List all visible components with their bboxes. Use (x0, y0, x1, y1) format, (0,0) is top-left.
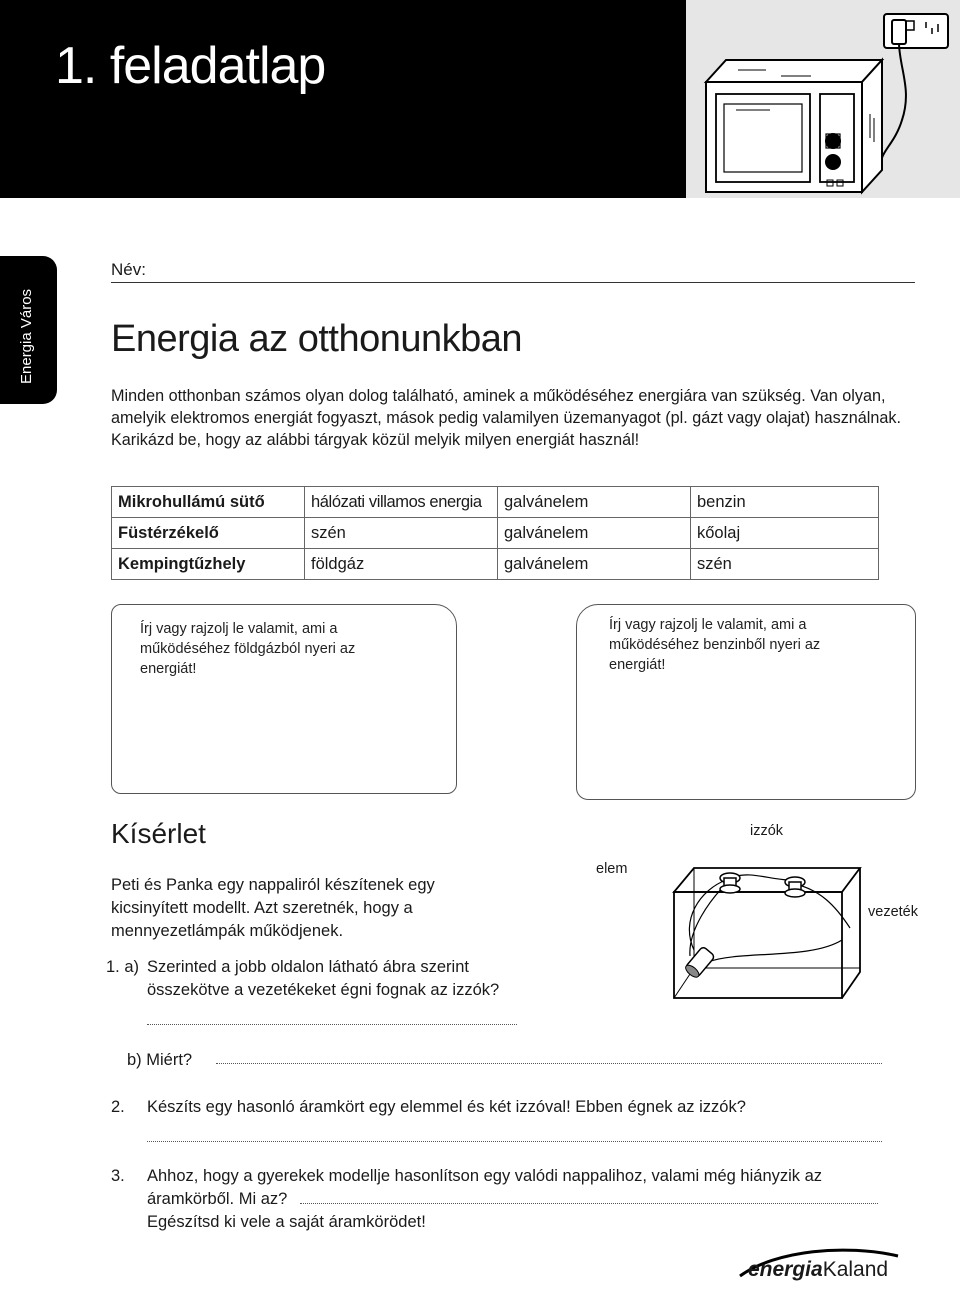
drawing-box-gas[interactable] (111, 604, 457, 794)
table-row (112, 518, 879, 549)
table-row (112, 487, 879, 518)
energy-option[interactable]: szén (305, 518, 498, 549)
table-item: Füstérzékelő (112, 518, 305, 549)
question-1a-line2: összekötve a vezetékeket égni fognak az izzók? (147, 981, 500, 999)
section-title: Energia az otthonunkban (111, 318, 523, 360)
question-1a-line1: Szerinted a jobb oldalon látható ábra szerint (147, 958, 469, 976)
experiment-intro: Peti és Panka egy nappaliról készítenek egy kicsinyített modellt. Azt szeretnék, hogy a mennyezetlámpák működjenek. (111, 876, 435, 940)
energy-options-table (111, 486, 879, 580)
drawing-box-petrol[interactable] (576, 604, 916, 800)
question-3-line3: Egészítsd ki vele a saját áramkörödet! (147, 1213, 426, 1231)
logo-part-kaland: Kaland (822, 1258, 889, 1281)
header-bar (0, 0, 686, 198)
question-3-number: 3. (111, 1167, 125, 1185)
question-1a-number: 1. a) (106, 958, 140, 976)
energy-option[interactable]: szén (691, 549, 879, 580)
diagram-label-battery: elem (596, 861, 628, 877)
question-2: Készíts egy hasonló áramkört egy elemmel és két izzóval! Ebben égnek az izzók? (147, 1098, 746, 1116)
question-3-line1: Ahhoz, hogy a gyerekek modellje hasonlítson egy valódi nappalihoz, valami még hiányzik az (147, 1167, 823, 1185)
energy-option[interactable]: galvánelem (498, 518, 691, 549)
answer-line-1b[interactable] (216, 1063, 882, 1064)
answer-line-2[interactable] (147, 1141, 882, 1142)
bulb-icon (785, 877, 805, 897)
name-field-line[interactable] (111, 282, 915, 283)
experiment-title: Kísérlet (111, 818, 206, 849)
energy-option[interactable]: benzin (691, 487, 879, 518)
table-item: Kempingtűzhely (112, 549, 305, 580)
answer-line-3[interactable] (300, 1203, 878, 1204)
energiakaland-logo (748, 1258, 888, 1282)
question-3-line2: áramkörből. Mi az? (147, 1190, 288, 1208)
logo-part-energia: energia (748, 1258, 823, 1281)
side-tab-label: Energia Város (18, 288, 35, 384)
question-1b: b) Miért? (127, 1051, 193, 1069)
energy-option[interactable]: galvánelem (498, 487, 691, 518)
page-title: 1. feladatlap (55, 37, 326, 95)
microwave-illustration (686, 0, 960, 198)
battery-icon (684, 946, 716, 979)
circuit-diagram (660, 850, 870, 1010)
intro-paragraph: Minden otthonban számos olyan dolog található, aminek a működéséhez energiára van szükség. Van olyan, amelyik elektromos energiát fogyaszt, mások pedig valamilyen üzemanyagot (pl. gázt vagy olajat) használnak. Karikázd be, hogy az alábbi tárgyak közül melyik milyen energiát használ! (111, 387, 901, 449)
name-label: Név: (111, 260, 146, 279)
diagram-label-bulbs: izzók (750, 823, 784, 839)
bulb-icon (720, 873, 740, 893)
table-row (112, 549, 879, 580)
energy-option[interactable]: galvánelem (498, 549, 691, 580)
energy-option[interactable]: hálózati villamos energia (305, 487, 498, 518)
drawing-box-prompt: Írj vagy rajzolj le valamit, ami a működéséhez földgázból nyeri az energiát! (140, 621, 356, 677)
energy-option[interactable]: kőolaj (691, 518, 879, 549)
table-item: Mikrohullámú sütő (112, 487, 305, 518)
answer-line-1a[interactable] (147, 1024, 517, 1025)
question-2-number: 2. (111, 1098, 125, 1116)
diagram-label-wire: vezeték (868, 904, 918, 920)
energy-option[interactable]: földgáz (305, 549, 498, 580)
drawing-box-prompt: Írj vagy rajzolj le valamit, ami a működéséhez benzinből nyeri az energiát! (609, 617, 821, 673)
